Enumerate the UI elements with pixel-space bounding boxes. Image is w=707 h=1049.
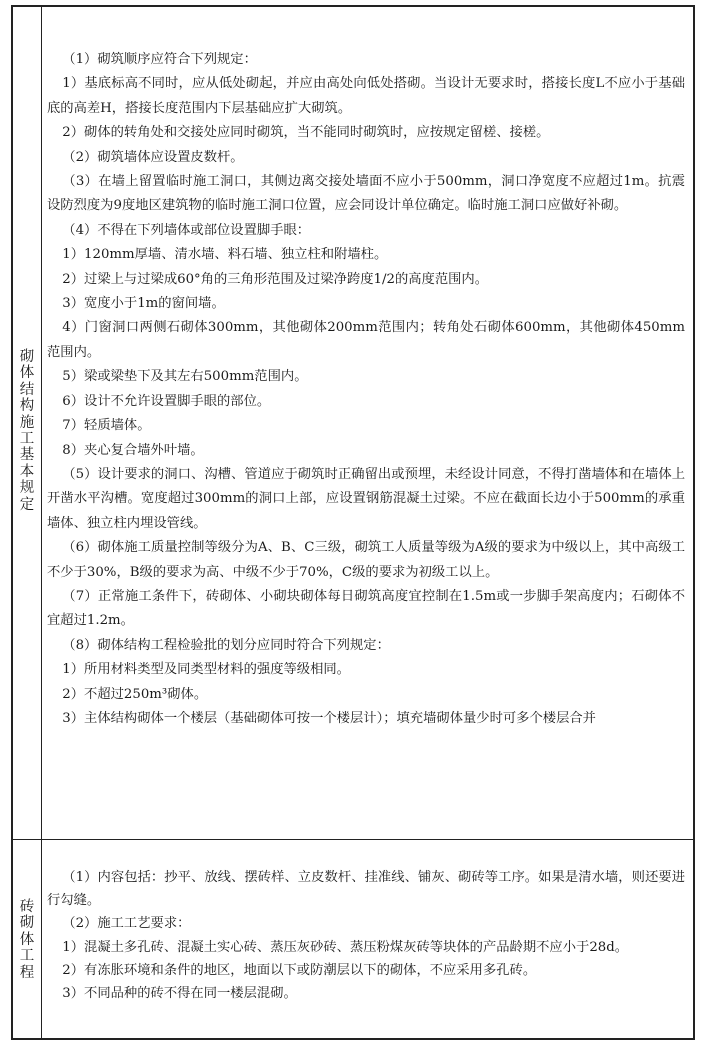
paragraph: 8）夹心复合墙外叶墙。 — [62, 442, 204, 458]
paragraph: 5）梁或梁垫下及其左右500mm范围内。 — [62, 369, 308, 385]
label-char: 体 — [19, 931, 35, 948]
paragraph: （1）内容包括：抄平、放线、摆砖样、立皮数杆、挂准线、铺灰、砌砖等工序。如果是清水墙，则还要进行勾缝。 — [47, 870, 685, 909]
column-divider — [41, 7, 42, 1038]
paragraph: 1）120mm厚墙、清水墙、料石墙、独立柱和附墙柱。 — [62, 247, 388, 263]
label-char: 施 — [19, 414, 35, 431]
paragraph: （2）砌筑墙体应设置皮数杆。 — [62, 149, 244, 165]
paragraph: （6）砌体施工质量控制等级分为A、B、C三级，砌筑工人质量等级为A级的要求为中级以上，其中高级工不少于30%，B级的要求为高、中级不少于70%，C级的要求为初级工以上。 — [47, 540, 685, 580]
paragraph: （7）正常施工条件下，砖砌体、小砌块砌体每日砌筑高度宜控制在1.5m或一步脚手架高度内；石砌体不宜超过1.2m。 — [47, 588, 685, 629]
paragraph: （5）设计要求的洞口、沟槽、管道应于砌筑时正确留出或预埋，未经设计同意，不得打凿墙体和在墙体上开凿水平沟槽。宽度超过300mm的洞口上部，应设置钢筋混凝土过梁。不应在截面长边小于500mm的承重墙体、独立柱内埋设管线。 — [47, 466, 685, 531]
paragraph: （1）砌筑顺序应符合下列规定： — [62, 52, 257, 67]
section-label-brick-masonry — [13, 899, 41, 981]
label-char: 砌 — [19, 915, 35, 932]
row-divider — [13, 839, 693, 840]
label-char: 构 — [19, 398, 35, 415]
paragraph: 2）不超过250m³砌体。 — [62, 686, 208, 702]
section-content-brick-masonry — [47, 866, 685, 1005]
paragraph: 3）不同品种的砖不得在同一楼层混砌。 — [62, 986, 297, 1002]
label-char: 程 — [19, 964, 35, 981]
label-char: 砌 — [19, 349, 35, 365]
paragraph: 2）砌体的转角处和交接处应同时砌筑，当不能同时砌筑时，应按规定留槎、接槎。 — [62, 125, 550, 141]
paragraph: 1）所用材料类型及同类型材料的强度等级相同。 — [62, 662, 350, 678]
paragraph: 6）设计不允许设置脚手眼的部位。 — [62, 393, 271, 409]
paragraph: （2）施工工艺要求： — [62, 916, 191, 932]
paragraph: 7）轻质墙体。 — [62, 418, 151, 434]
paragraph: 4）门窗洞口两侧石砌体300mm，其他砌体200mm范围内；转角处石砌体600mm，其他砌体450mm范围内。 — [47, 320, 685, 360]
section-content-masonry-basic-rules — [47, 48, 685, 731]
paragraph: 1）混凝土多孔砖、混凝土实心砖、蒸压灰砂砖、蒸压粉煤灰砖等块体的产品龄期不应小于28d。 — [62, 939, 629, 955]
paragraph: （8）砌体结构工程检验批的划分应同时符合下列规定： — [62, 637, 390, 653]
paragraph: 3）宽度小于1m的窗间墙。 — [62, 296, 225, 312]
label-char: 基 — [19, 447, 35, 464]
label-char: 定 — [19, 496, 35, 513]
label-char: 工 — [19, 431, 35, 448]
paragraph: （3）在墙上留置临时施工洞口，其侧边离交接处墙面不应小于500mm，洞口净宽度不应超过1m。抗震设防烈度为9度地区建筑物的临时施工洞口位置，应会同设计单位确定。临时施工洞口应做好补砌。 — [47, 174, 685, 214]
paragraph: 1）基底标高不同时，应从低处砌起，并应由高处向低处搭砌。当设计无要求时，搭接长度L不应小于基础底的高差H，搭接长度范围内下层基础应扩大砌筑。 — [47, 76, 685, 116]
label-char: 结 — [19, 381, 35, 398]
paragraph: 3）主体结构砌体一个楼层（基础砌体可按一个楼层计）；填充墙砌体量少时可多个楼层合并 — [62, 710, 596, 726]
paragraph: 2）有冻胀环境和条件的地区，地面以下或防潮层以下的砌体，不应采用多孔砖。 — [62, 962, 537, 978]
label-char: 工 — [19, 948, 35, 965]
label-char: 砖 — [19, 899, 35, 915]
label-char: 体 — [19, 365, 35, 382]
regulation-table — [11, 5, 695, 1040]
paragraph: （4）不得在下列墙体或部位设置脚手眼： — [62, 222, 311, 238]
paragraph: 2）过梁上与过梁成60°角的三角形范围及过梁净跨度1/2的高度范围内。 — [62, 271, 489, 287]
label-char: 本 — [19, 463, 35, 480]
label-char: 规 — [19, 480, 35, 497]
section-label-masonry-basic-rules — [13, 349, 41, 513]
